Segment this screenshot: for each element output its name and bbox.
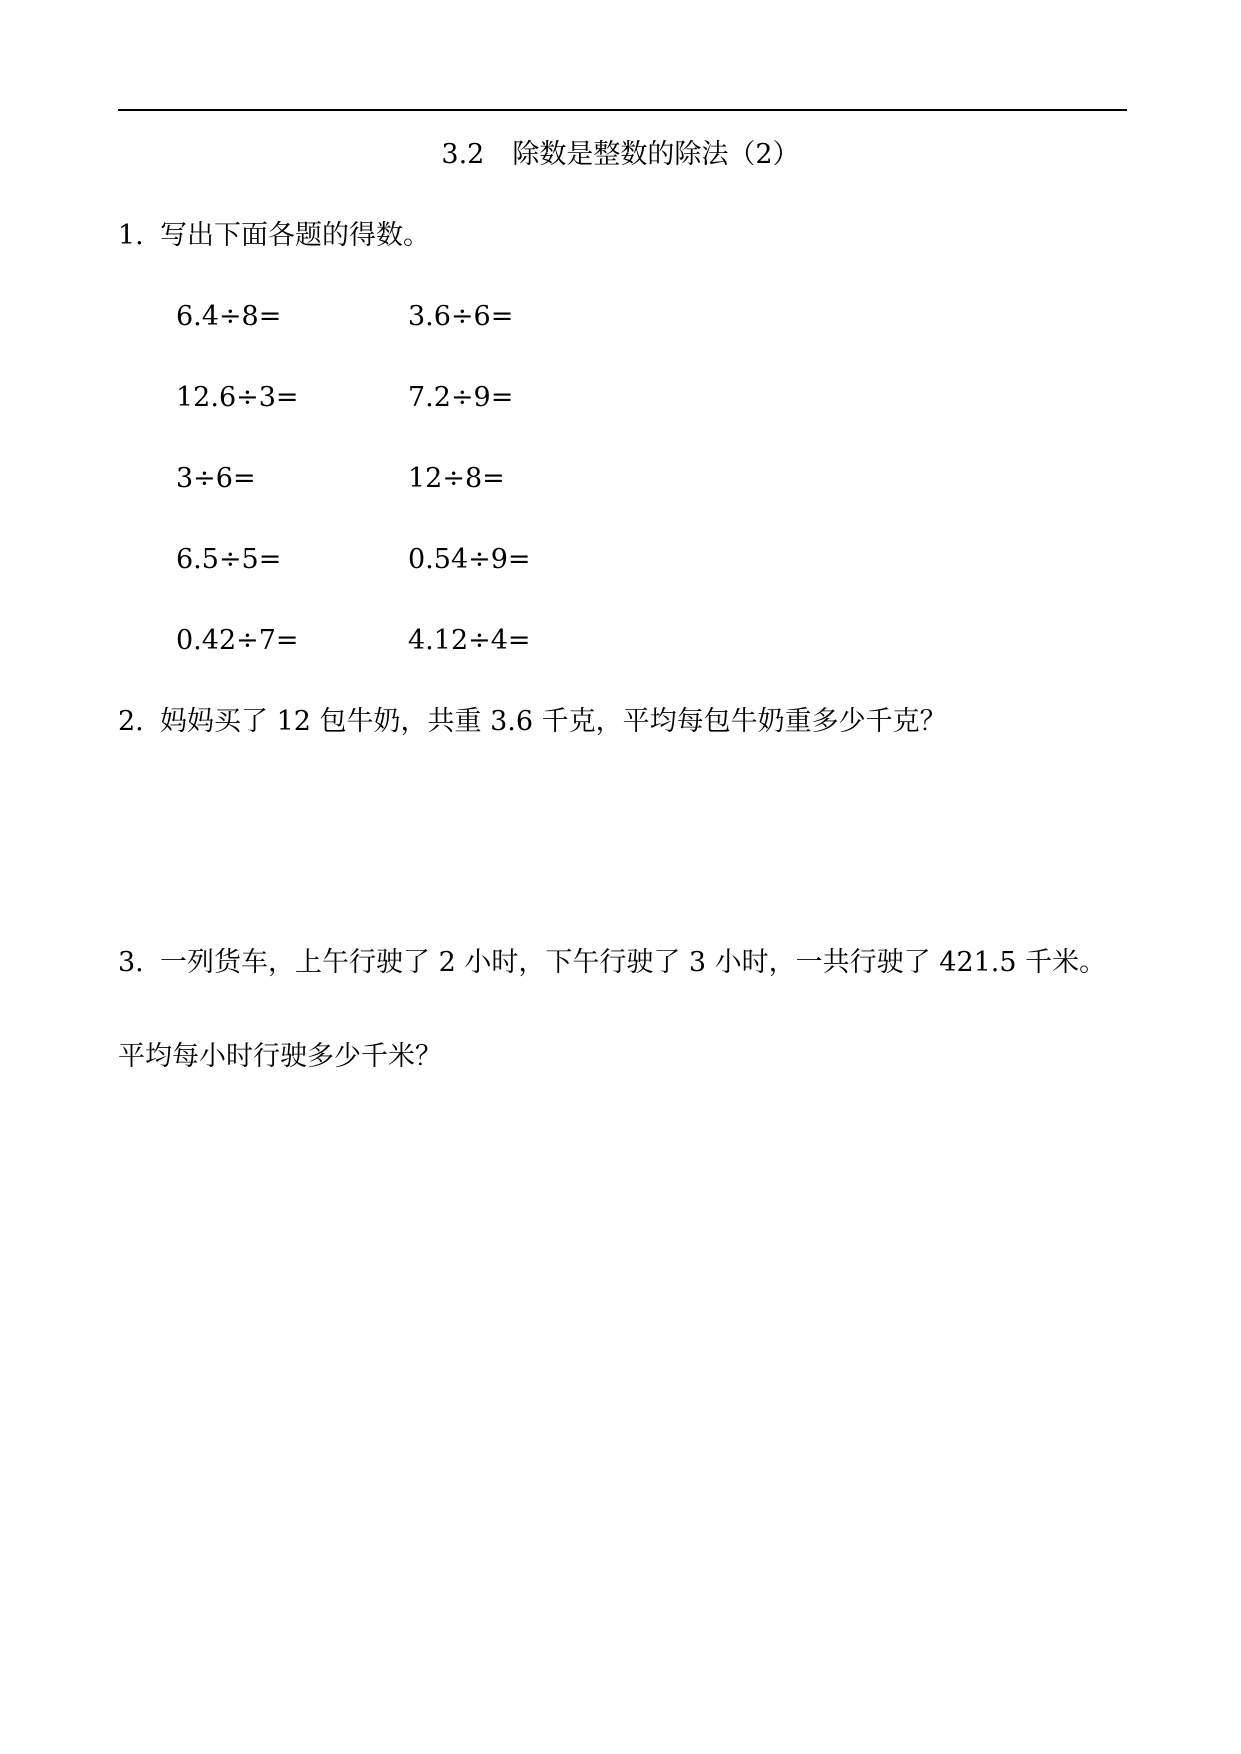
- equation-5-right: 4.12÷4=: [408, 625, 531, 656]
- question-2-number: 2.: [118, 706, 144, 737]
- question-3-text-line-1: 一列货车，上午行驶了 2 小时，下午行驶了 3 小时，一共行驶了 421.5 千米。: [160, 947, 1107, 978]
- title-text: 除数是整数的除法（2）: [512, 139, 800, 170]
- equation-4-right: 0.54÷9=: [408, 544, 531, 575]
- question-3-number: 3.: [118, 947, 144, 978]
- equation-4-left: 6.5÷5=: [176, 544, 282, 575]
- header-rule: [118, 109, 1127, 111]
- question-1-prompt: [118, 216, 430, 256]
- question-2: [118, 702, 947, 742]
- equation-1-right: 3.6÷6=: [408, 301, 514, 332]
- question-3-line-2: 平均每小时行驶多少千米？: [118, 1041, 442, 1072]
- title-number: 3.2: [441, 139, 485, 170]
- question-1-text: 写出下面各题的得数。: [160, 220, 430, 251]
- equation-5-left: 0.42÷7=: [176, 625, 299, 656]
- equation-3-left: 3÷6=: [176, 463, 256, 494]
- question-3-line-1: [118, 943, 1106, 983]
- question-2-text: 妈妈买了 12 包牛奶，共重 3.6 千克，平均每包牛奶重多少千克？: [160, 706, 947, 737]
- equation-2-left: 12.6÷3=: [176, 382, 299, 413]
- equation-3-right: 12÷8=: [408, 463, 505, 494]
- equation-1-left: 6.4÷8=: [176, 301, 282, 332]
- page-title: [0, 135, 1241, 175]
- question-1-number: 1.: [118, 220, 144, 251]
- equation-2-right: 7.2÷9=: [408, 382, 514, 413]
